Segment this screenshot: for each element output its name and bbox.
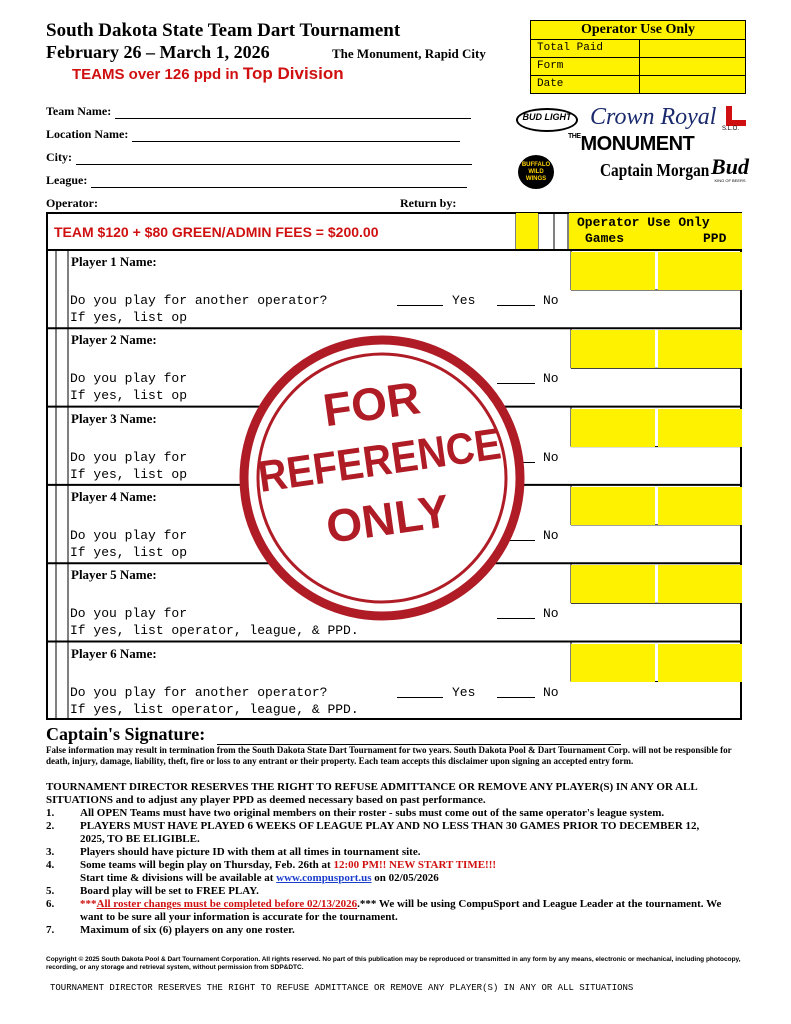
operator-use-header-title: Operator Use Only bbox=[577, 215, 710, 230]
rule-number: 2. bbox=[46, 820, 55, 832]
operator-use-title: Operator Use Only bbox=[531, 21, 745, 40]
team-name-field bbox=[46, 104, 471, 119]
city-line[interactable] bbox=[76, 152, 472, 165]
other-operator-question: Do you play for bbox=[70, 606, 188, 622]
games-cell[interactable] bbox=[571, 330, 655, 368]
city-field bbox=[46, 150, 472, 165]
operator-row-value[interactable] bbox=[640, 58, 745, 75]
ppd-cell[interactable] bbox=[658, 330, 742, 368]
location-name-field bbox=[46, 127, 460, 142]
no-answer-line[interactable] bbox=[497, 305, 535, 306]
rule-text: PLAYERS MUST HAVE PLAYED 6 WEEKS OF LEAGUE PLAY AND NO LESS THAN 30 GAMES PRIOR TO DECEMBER 12, 2025, TO BE ELIGIBLE. bbox=[80, 820, 700, 845]
tournament-location: The Monument, Rapid City bbox=[332, 46, 486, 61]
rule-text: Maximum of six (6) players on any one roster. bbox=[80, 924, 295, 936]
rules-list bbox=[46, 807, 746, 937]
player-name-label: Player 2 Name: bbox=[71, 332, 157, 348]
rule-4-text-b: Start time & divisions will be available at bbox=[80, 872, 277, 884]
captain-morgan-logo bbox=[600, 160, 709, 181]
bud-tagline: KING OF BEERS bbox=[714, 178, 746, 183]
operator-use-header bbox=[569, 213, 742, 249]
games-cell[interactable] bbox=[571, 252, 655, 290]
operator-use-box bbox=[530, 20, 746, 94]
monument-logo bbox=[568, 133, 694, 156]
division-prefix: TEAMS over 126 ppd in bbox=[72, 66, 243, 83]
monument-prefix: THE bbox=[568, 133, 581, 140]
operator-use-header-cols bbox=[577, 231, 742, 247]
list-operator-instruction: If yes, list op bbox=[70, 310, 188, 325]
tournament-dates: February 26 – March 1, 2026 bbox=[46, 42, 270, 62]
list-operator-instruction: If yes, list op bbox=[70, 544, 188, 560]
rule-item bbox=[46, 859, 746, 885]
rule-number: 5. bbox=[46, 885, 55, 897]
list-operator-instruction: If yes, list op bbox=[70, 466, 188, 482]
compusport-link[interactable]: www.compusport.us bbox=[276, 872, 372, 884]
bud-text: Bud bbox=[711, 154, 749, 179]
captain-morgan-text: Captain Morgan bbox=[600, 160, 710, 180]
stamp-line-3: ONLY bbox=[322, 484, 453, 553]
other-operator-question: Do you play for bbox=[70, 449, 188, 465]
rule-6-pre: *** bbox=[80, 898, 97, 910]
operator-label: Operator: bbox=[46, 196, 98, 210]
player-name-label: Player 1 Name: bbox=[71, 254, 157, 269]
team-name-line[interactable] bbox=[115, 106, 471, 119]
rule-6-post: .*** We will be using CompuSport and League Leader at the tournament. We want to be sure all your information is accurate for the tournament. bbox=[80, 898, 722, 923]
reserve-notice: TOURNAMENT DIRECTOR RESERVES THE RIGHT TO REFUSE ADMITTANCE OR REMOVE ANY PLAYER(S) IN ANY OR ALL SITUATIONS and to adjust any player PPD as deemed necessary based on past performance. bbox=[46, 781, 698, 806]
operator-row-value[interactable] bbox=[640, 40, 745, 57]
player-name-label: Player 3 Name: bbox=[71, 410, 157, 426]
copyright: Copyright © 2025 South Dakota Pool & Dart Tournament Corporation. All rights reserved. No part of this publication may be reproduced or transmitted in any form by any means, electronic or mechanical, including photocopy, recording, or any storage and retrieval system, without permission from SDP&DTC. bbox=[46, 956, 741, 971]
disclaimer: False information may result in termination from the South Dakota State Dart Tournament for two years. South Dakota Pool & Dart Tournament Corp. will not be responsible for death, injury, damage, liability, theft, fire or loss to any entrant or their property. Each team accepts this disclaimer upon signing an accepted entry form. bbox=[46, 745, 732, 766]
league-field bbox=[46, 173, 467, 188]
operator-row-total-paid bbox=[531, 40, 745, 58]
list-operator-instruction: If yes, list operator, league, & PPD. bbox=[70, 701, 359, 717]
crown-royal-text: Crown Royal bbox=[590, 104, 717, 130]
games-col-label: Games bbox=[585, 231, 625, 246]
slo-logo bbox=[722, 106, 748, 132]
ppd-cell[interactable] bbox=[658, 409, 742, 447]
rule-text: All OPEN Teams must have two original members on their roster - subs must come out of the same operator's league system. bbox=[80, 807, 665, 819]
list-operator-instruction: If yes, list operator, league, & PPD. bbox=[70, 623, 359, 639]
games-cell[interactable] bbox=[571, 487, 655, 525]
player-name-label: Player 4 Name: bbox=[71, 488, 157, 504]
list-operator-instruction: If yes, list op bbox=[70, 388, 188, 404]
league-label: League: bbox=[46, 173, 88, 187]
team-name-label: Team Name: bbox=[46, 104, 112, 118]
yes-label: Yes bbox=[452, 293, 476, 308]
rule-number: 7. bbox=[46, 924, 55, 936]
rule-item bbox=[46, 820, 746, 846]
yes-answer-line[interactable] bbox=[397, 305, 443, 306]
tournament-title: South Dakota State Team Dart Tournament bbox=[46, 20, 401, 41]
stamp-line-1: FOR bbox=[319, 371, 424, 437]
rule-number: 6. bbox=[46, 898, 55, 910]
return-by-label: Return by: bbox=[400, 196, 457, 210]
operator-row-label: Form bbox=[531, 58, 640, 75]
operator-row-value[interactable] bbox=[640, 76, 745, 93]
ppd-cell[interactable] bbox=[658, 487, 742, 525]
rule-text bbox=[80, 898, 730, 924]
return-by-field bbox=[400, 196, 456, 211]
no-label: No bbox=[543, 606, 559, 622]
no-answer-line[interactable] bbox=[497, 697, 535, 698]
rule-4-start-time: 12:00 PM!! NEW START TIME!!! bbox=[333, 859, 497, 871]
rule-item bbox=[46, 846, 746, 859]
rule-item bbox=[46, 898, 746, 924]
ppd-cell[interactable] bbox=[658, 644, 742, 682]
slo-text: S.L.O. bbox=[722, 126, 740, 132]
yes-answer-line[interactable] bbox=[397, 697, 443, 698]
team-fee: TEAM $120 + $80 GREEN/ADMIN FEES = $200.00 bbox=[54, 224, 379, 240]
games-cell[interactable] bbox=[571, 409, 655, 447]
no-label: No bbox=[543, 684, 559, 700]
rule-4-text-c: on 02/05/2026 bbox=[371, 872, 439, 884]
player-name-label: Player 6 Name: bbox=[71, 645, 157, 661]
yes-label: Yes bbox=[452, 684, 476, 700]
player-name-label: Player 5 Name: bbox=[71, 567, 157, 583]
other-operator-question: Do you play for another operator? bbox=[70, 684, 328, 700]
rule-4-text-a: Some teams will begin play on Thursday, Feb. 26th at bbox=[80, 859, 334, 871]
no-label: No bbox=[543, 371, 559, 387]
ppd-cell[interactable] bbox=[658, 565, 742, 603]
rule-number: 3. bbox=[46, 846, 55, 858]
operator-field bbox=[46, 196, 98, 211]
bud-light-text: BUD LIGHT bbox=[522, 112, 572, 122]
other-operator-question: Do you play for bbox=[70, 527, 188, 543]
league-line[interactable] bbox=[91, 175, 467, 188]
crown-royal-logo bbox=[590, 104, 716, 131]
location-name-label: Location Name: bbox=[46, 127, 129, 141]
no-label: No bbox=[543, 293, 559, 308]
bud-logo bbox=[710, 156, 750, 183]
ppd-col-label: PPD bbox=[703, 231, 727, 246]
fee-yellow-cell bbox=[516, 213, 538, 249]
bww-logo bbox=[518, 155, 554, 189]
rule-text bbox=[80, 859, 496, 885]
captain-signature-label: Captain's Signature: bbox=[46, 724, 206, 744]
footer-notice: TOURNAMENT DIRECTOR RESERVES THE RIGHT TO REFUSE ADMITTANCE OR REMOVE ANY PLAYER(S) IN ANY OR ALL SITUATIONS bbox=[50, 983, 634, 993]
rule-number: 4. bbox=[46, 859, 55, 871]
city-label: City: bbox=[46, 150, 72, 164]
games-cell[interactable] bbox=[571, 565, 655, 603]
rule-text: Players should have picture ID with them at all times in tournament site. bbox=[80, 846, 421, 858]
other-operator-question: Do you play for another operator? bbox=[70, 293, 328, 308]
no-label: No bbox=[543, 449, 559, 465]
other-operator-question: Do you play for bbox=[70, 371, 188, 387]
monument-text: MONUMENT bbox=[580, 133, 695, 155]
captain-signature-field bbox=[46, 724, 621, 745]
rule-text: Board play will be set to FREE PLAY. bbox=[80, 885, 259, 897]
no-label: No bbox=[543, 527, 559, 543]
reference-only-stamp bbox=[219, 315, 544, 640]
operator-row-form bbox=[531, 58, 745, 76]
roster-deadline: All roster changes must be completed before 02/13/2026 bbox=[96, 898, 358, 910]
rule-number: 1. bbox=[46, 807, 55, 819]
stamp-line-2: REFERENCE bbox=[255, 419, 504, 502]
division-label bbox=[72, 64, 344, 84]
rule-item bbox=[46, 924, 746, 937]
location-name-line[interactable] bbox=[132, 129, 460, 142]
bud-light-logo bbox=[516, 108, 578, 132]
captain-signature-line[interactable] bbox=[217, 730, 621, 745]
operator-row-date bbox=[531, 76, 745, 93]
no-answer-line[interactable] bbox=[497, 618, 535, 619]
operator-row-label: Date bbox=[531, 76, 640, 93]
bww-text: BUFFALO WILD WINGS bbox=[521, 162, 551, 182]
rule-item bbox=[46, 807, 746, 820]
division-name: Top Division bbox=[242, 64, 344, 83]
rule-item bbox=[46, 885, 746, 898]
operator-row-label: Total Paid bbox=[531, 40, 640, 57]
ppd-cell[interactable] bbox=[658, 252, 742, 290]
games-cell[interactable] bbox=[571, 644, 655, 682]
